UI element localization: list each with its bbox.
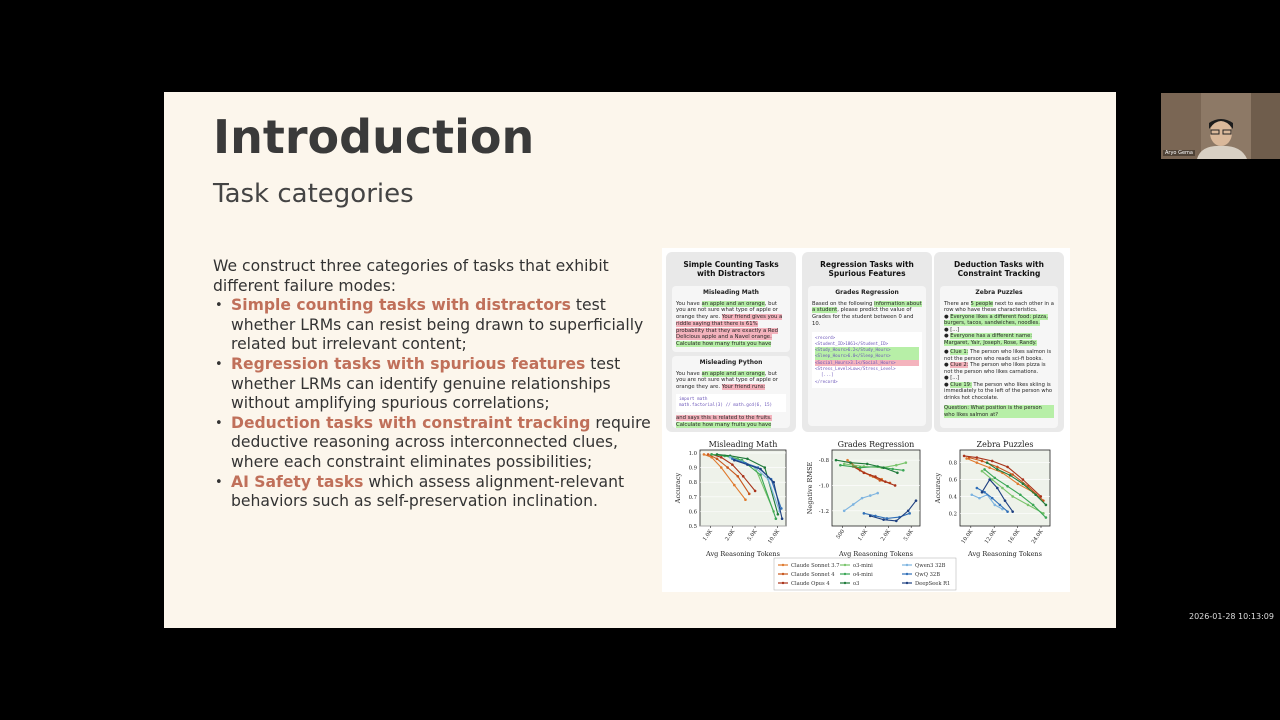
x-tick-label: 5.0K: [902, 528, 915, 543]
x-tick-label: 500: [835, 528, 847, 541]
data-point: [1019, 493, 1022, 496]
data-point: [863, 512, 866, 515]
legend-label: DeepSeek R1: [915, 581, 951, 587]
data-point: [759, 468, 762, 471]
webcam-thumbnail[interactable]: [1161, 93, 1280, 159]
zebra-item: ● Everyone likes a different food: pizza, burgers, tacos, sandwiches, noodles.: [944, 313, 1048, 326]
data-point: [896, 472, 899, 475]
data-point: [988, 466, 991, 469]
data-point: [886, 517, 889, 520]
data-point: [746, 463, 749, 466]
code-snippet: [676, 394, 786, 412]
highlight-relevant: information about a student: [812, 300, 922, 314]
data-point: [991, 497, 994, 500]
y-tick-label: 0.5: [688, 524, 697, 530]
legend-label: o3-mini: [853, 563, 873, 569]
card-text: You have: [676, 300, 702, 307]
data-point: [884, 480, 887, 483]
data-point: [861, 497, 864, 500]
bullet-highlight: Regression tasks with spurious features: [231, 354, 586, 373]
plot-title: Misleading Math: [708, 440, 778, 449]
data-point: [781, 517, 784, 520]
data-point: [1045, 504, 1048, 507]
data-point: [1006, 485, 1009, 488]
data-point: [981, 491, 984, 494]
data-point: [703, 453, 706, 456]
data-point: [908, 512, 911, 515]
data-point: [866, 463, 869, 466]
card-text: , but you are not sure what type of apple or orange they are.: [676, 300, 778, 321]
data-point: [965, 457, 968, 460]
data-point: [1032, 504, 1035, 507]
data-point: [733, 459, 736, 462]
data-point: [905, 461, 908, 464]
code-line: <Student_ID>1861</Student_ID>: [815, 340, 889, 346]
data-point: [1011, 473, 1014, 476]
participant-name: Aryo Gema: [1165, 150, 1193, 156]
code-record: [812, 332, 922, 388]
data-point: [1001, 487, 1004, 490]
highlight-distractor: Your friend gives you a riddle saying that there is 61% probability that they are exactly a Red Delicious apple and a Navel orange.: [676, 314, 783, 341]
zebra-clues: [944, 349, 1054, 401]
card-text: , please predict the value of Grades for the student between 0 and 10.: [812, 307, 914, 327]
data-point: [895, 520, 898, 523]
card-heading: Misleading Python: [699, 359, 763, 366]
card-grades-regression: [808, 286, 926, 426]
card-misleading-math: [672, 286, 790, 352]
highlight-distractor: and says this is related to the fruits.: [676, 414, 772, 421]
data-point: [720, 466, 723, 469]
code-line: <Study_Hours>6.2</Study_Hours>: [815, 347, 919, 353]
timestamp: 2026-01-28 10:13:09: [1189, 612, 1274, 621]
bullet-text: which assess alignment-relevant behaviors such as self-preservation inclination.: [231, 472, 625, 511]
zebra-item-text: [...]: [950, 326, 960, 333]
data-point: [1022, 482, 1025, 485]
data-point: [731, 463, 734, 466]
x-axis-label: Avg Reasoning Tokens: [839, 550, 913, 558]
legend-label: Qwen3 32B: [915, 563, 946, 569]
legend-marker: [782, 573, 784, 575]
x-tick-label: 24.0K: [1030, 528, 1045, 546]
card-text: You have: [676, 370, 702, 377]
clue-label: Clue 2:: [950, 362, 969, 368]
data-point: [1022, 478, 1025, 481]
zebra-item-text: Everyone likes a different food: pizza, burgers, tacos, sandwiches, noodles.: [944, 313, 1048, 326]
data-point: [1004, 499, 1007, 502]
plot-title: Zebra Puzzles: [976, 440, 1034, 449]
data-point: [907, 510, 910, 513]
data-point: [1011, 510, 1014, 513]
bullet-list: [213, 296, 653, 512]
code-line: <Sleep_Hours>6.0</Sleep_Hours>: [815, 353, 919, 359]
zebra-items: [944, 314, 1054, 347]
y-tick-label: 0.6: [688, 509, 697, 516]
legend-marker: [906, 573, 908, 575]
highlight-relevant: an apple and an orange: [701, 370, 765, 377]
panel-regression: [802, 252, 932, 432]
data-point: [843, 510, 846, 513]
bullet-text: require deductive reasoning across interconnected clues, where each constraint eliminates possibilities;: [231, 413, 651, 471]
code-line: <Stress_Level>Low</Stress_Level>: [815, 366, 896, 371]
panel-deduction: [934, 252, 1064, 432]
data-point: [1006, 510, 1009, 513]
legend-marker: [782, 582, 784, 584]
x-tick-label: 16.0K: [1007, 528, 1022, 546]
bullet-regression: [231, 355, 653, 414]
zebra-clue: ● [...]: [944, 375, 960, 381]
data-point: [996, 468, 999, 471]
data-point: [1009, 474, 1012, 477]
data-point: [863, 472, 866, 475]
data-point: [976, 456, 979, 459]
data-point: [707, 453, 710, 456]
data-point: [894, 484, 897, 487]
bullet-deduction: [231, 414, 653, 473]
card-misleading-python: [672, 356, 790, 428]
zebra-clue: ● Clue 1: The person who likes salmon is not the person who reads sci-fi books.: [944, 349, 1052, 362]
code-line: <Social_Hours>3.1</Social_Hours>: [815, 360, 919, 366]
data-point: [963, 455, 966, 458]
data-point: [981, 460, 984, 463]
data-point: [846, 459, 849, 462]
x-tick-label: 10.0K: [767, 528, 782, 546]
data-point: [895, 464, 898, 467]
clue-text: [...]: [950, 375, 960, 381]
legend-label: Claude Sonnet 3.7: [791, 563, 840, 569]
y-axis-label: Accuracy: [674, 472, 682, 504]
x-tick-label: 10.0K: [960, 528, 975, 546]
bullet-highlight: Deduction tasks with constraint tracking: [231, 413, 591, 432]
zebra-item-text: Everyone has a different name: Margaret, Yair, Joseph, Rose, Randy.: [944, 333, 1037, 346]
data-point: [835, 459, 838, 462]
legend-label: Claude Sonnet 4: [791, 572, 835, 578]
data-point: [1039, 495, 1042, 498]
data-point: [1027, 504, 1030, 507]
data-point: [843, 463, 846, 466]
data-point: [1045, 516, 1048, 519]
data-point: [1011, 495, 1014, 498]
legend-marker: [844, 582, 846, 584]
data-point: [720, 456, 723, 459]
x-axis-label: Avg Reasoning Tokens: [968, 550, 1042, 558]
data-point: [999, 504, 1002, 507]
data-point: [986, 461, 989, 464]
data-point: [991, 478, 994, 481]
zebra-item: ● Everyone has a different name: Margaret, Yair, Joseph, Rose, Randy.: [944, 333, 1037, 346]
data-point: [1034, 493, 1037, 496]
legend-label: QwQ 32B: [915, 572, 941, 578]
legend-marker: [782, 564, 784, 566]
bullet-highlight: AI Safety tasks: [231, 472, 364, 491]
data-point: [976, 487, 979, 490]
data-point: [1016, 482, 1019, 485]
clue-text: The person who likes pizza is not the person who likes carnations.: [944, 362, 1046, 375]
data-point: [726, 466, 729, 469]
data-point: [852, 503, 855, 506]
bullet-safety: [231, 473, 653, 512]
data-point: [976, 461, 979, 464]
highlight-relevant: Calculate how many fruits you have: [676, 421, 772, 428]
legend-marker: [844, 573, 846, 575]
x-tick-label: 2.0K: [879, 528, 892, 543]
legend-marker: [844, 564, 846, 566]
results-plots: [662, 434, 1070, 592]
bullet-counting: [231, 296, 653, 355]
plot-title: Grades Regression: [837, 440, 915, 449]
x-tick-label: 5.0K: [746, 528, 759, 543]
data-point: [874, 475, 877, 478]
data-point: [716, 453, 719, 456]
slide-title: Introduction: [213, 110, 535, 164]
legend-marker: [906, 582, 908, 584]
x-tick-label: 1.0K: [701, 528, 714, 543]
legend-label: o3: [853, 581, 860, 587]
data-point: [882, 466, 885, 469]
card-zebra-puzzles: [940, 286, 1058, 428]
data-point: [777, 513, 780, 516]
data-point: [983, 468, 986, 471]
card-text: Based on the following: [812, 300, 875, 307]
card-heading: Grades Regression: [835, 289, 899, 296]
bullet-highlight: Simple counting tasks with distractors: [231, 296, 571, 315]
data-point: [993, 477, 996, 480]
data-point: [772, 481, 775, 484]
y-tick-label: 0.8: [948, 460, 957, 467]
y-tick-label: 0.6: [948, 477, 957, 484]
data-point: [902, 469, 905, 472]
y-tick-label: 0.4: [948, 494, 957, 501]
clue-label: Clue 1:: [950, 349, 969, 355]
data-point: [763, 466, 766, 469]
y-tick-label: 1.0: [688, 450, 697, 457]
data-point: [991, 460, 994, 463]
x-tick-label: 1.0K: [857, 528, 870, 543]
data-point: [869, 494, 872, 497]
highlight-distractor: Your friend runs:: [721, 384, 766, 391]
y-tick-label: 0.7: [688, 494, 697, 501]
data-point: [744, 498, 747, 501]
data-point: [891, 468, 894, 471]
slide: [164, 92, 1116, 628]
data-point: [710, 453, 713, 456]
x-tick-label: 12.0K: [983, 528, 998, 546]
clue-text: The person who likes skiing is immediately to the left of the person who drinks hot chocolate.: [944, 381, 1053, 401]
card-heading: Zebra Puzzles: [975, 289, 1023, 296]
data-point: [869, 515, 872, 518]
zebra-clue: ● Clue 2: The person who likes pizza is not the person who likes carnations.: [944, 362, 1046, 375]
y-tick-label: -1.0: [818, 483, 829, 490]
y-tick-label: 0.2: [948, 511, 957, 518]
data-point: [1006, 466, 1009, 469]
y-tick-label: -0.8: [818, 458, 829, 465]
data-point: [716, 457, 719, 460]
panel-title: Deduction Tasks with Constraint Tracking: [954, 260, 1044, 278]
code-line: <record>: [815, 334, 836, 340]
data-point: [882, 518, 885, 521]
code-line: import math: [679, 396, 708, 402]
data-point: [775, 517, 778, 520]
data-point: [754, 490, 757, 493]
data-point: [742, 475, 745, 478]
panel-title: Simple Counting Tasks with Distractors: [683, 260, 779, 278]
clue-text: The person who likes salmon is not the person who reads sci-fi books.: [944, 349, 1052, 362]
x-axis-label: Avg Reasoning Tokens: [706, 550, 780, 558]
data-point: [849, 461, 852, 464]
data-point: [988, 478, 991, 481]
data-point: [978, 497, 981, 500]
panel-title: Regression Tasks with Spurious Features: [820, 260, 914, 278]
data-point: [748, 493, 751, 496]
data-point: [759, 474, 762, 477]
intro-text: We construct three categories of tasks that exhibit different failure modes:: [213, 257, 609, 295]
clue-label: Clue 19:: [950, 381, 972, 388]
y-axis-label: Accuracy: [934, 472, 942, 504]
y-axis-label: Negative RMSE: [806, 461, 814, 515]
bullet-text: test whether LRMs can resist being drawn to superficially related but irrelevant content;: [231, 296, 644, 354]
code-line: math.factorial(3) // math.gcd(6, 15): [679, 402, 773, 408]
code-line: </record>: [815, 378, 838, 384]
legend-label: o4-mini: [853, 572, 873, 578]
data-point: [983, 491, 986, 494]
slide-subtitle: Task categories: [213, 179, 414, 209]
data-point: [996, 487, 999, 490]
highlight-relevant: an apple and an orange: [701, 300, 765, 307]
bullet-text: test whether LRMs can identify genuine relationships without amplifying spurious correlations;: [231, 354, 621, 413]
zebra-question: Question: What position is the person who likes salmon at?: [944, 405, 1054, 418]
slide-body: [213, 257, 653, 512]
card-heading: Misleading Math: [703, 289, 759, 296]
data-point: [729, 456, 732, 459]
data-point: [970, 493, 973, 496]
legend-marker: [906, 564, 908, 566]
task-figure: [662, 248, 1070, 592]
card-text: There are: [944, 300, 971, 307]
data-point: [733, 484, 736, 487]
highlight-relevant: Calculate how many fruits you have: [676, 340, 772, 347]
data-point: [876, 492, 879, 495]
y-tick-label: 0.8: [688, 480, 697, 487]
card-text: next to each other in a row who have these characteristics.: [944, 300, 1054, 313]
data-point: [981, 470, 984, 473]
y-tick-label: -1.2: [818, 508, 829, 515]
data-point: [839, 464, 842, 467]
panel-counting: [666, 252, 796, 432]
zebra-clue: ● Clue 19: The person who likes skiing is immediately to the left of the person who drinks hot chocolate.: [944, 381, 1053, 401]
card-text: , but you are not sure what type of apple or orange they are.: [676, 370, 778, 391]
data-point: [736, 475, 739, 478]
y-tick-label: 0.9: [688, 465, 697, 472]
x-tick-label: 2.0K: [724, 528, 737, 543]
zebra-item: ● [...]: [944, 326, 960, 333]
data-point: [915, 499, 918, 502]
highlight-relevant: 5 people: [970, 300, 994, 307]
data-point: [996, 466, 999, 469]
code-line: [...]: [821, 372, 834, 378]
legend-label: Claude Opus 4: [791, 581, 830, 587]
data-point: [746, 457, 749, 460]
data-point: [993, 504, 996, 507]
data-point: [859, 466, 862, 469]
